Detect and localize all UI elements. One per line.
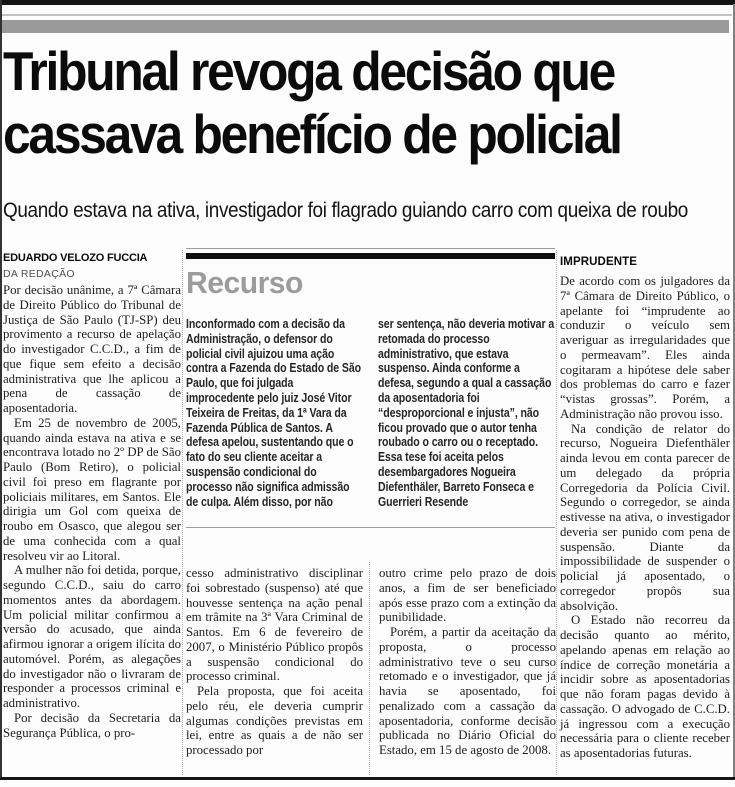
left-page-border bbox=[0, 0, 2, 780]
article-column-4 bbox=[560, 256, 730, 761]
box-column-1 bbox=[186, 317, 364, 509]
byline bbox=[3, 252, 180, 280]
box-column-2-text: ser sentença, não deveria motivar a retomada do processo administrativo, que estava suspenso. Ainda conforme a defesa, segundo a qual a cassação da aposentadoria foi “desproporcional e injusta”, não ficou provado que o autor tenha roubado o carro ou o receptado. Essa tese foi aceita pelos desembargadores Nogueira Diefenthäler, Barreto Fonseca e Guerrieri Resende bbox=[378, 317, 555, 509]
gray-band-rule bbox=[2, 20, 729, 33]
article-continuation bbox=[186, 566, 556, 758]
bottom-border-rule bbox=[0, 777, 735, 780]
article-column-2 bbox=[186, 566, 363, 758]
box-column-2 bbox=[378, 317, 556, 509]
byline-author: EDUARDO VELOZO FUCCIA bbox=[3, 252, 148, 264]
column-separator-2 bbox=[369, 562, 370, 775]
subheadline bbox=[3, 197, 733, 223]
paragraph: Por decisão unânime, a 7ª Câmara de Direito Público do Tribunal de Justiça de São Paulo (TJ-SP) deu provimento a recurso de apelação do investigador C.C.D., a fim de que fique sem efeito a decisão administrativa que lhe aplicou a pena de cassação de aposentadoria. bbox=[3, 283, 181, 415]
headline-line-1: Tribunal revoga decisão que bbox=[3, 40, 615, 102]
box-top-hairline bbox=[186, 248, 555, 249]
box-column-1-text: Inconformado com a decisão da Administração, o defensor do policial civil ajuizou uma ação contra a Fazenda do Estado de São Paulo, que foi julgada improcedente pelo juiz José Vitor Teixeira de Freitas, da 1ª Vara da Fazenda Pública de Santos. A defesa apelou, sustentando que o fato do seu cliente aceitar a suspensão condicional do processo não significa admissão de culpa. Além disso, por não bbox=[186, 317, 362, 509]
box-black-bar bbox=[186, 253, 555, 259]
paragraph: cesso administrativo disciplinar foi sobrestado (suspenso) até que houvesse sentença na ação penal em trâmite na 3ª Vara Criminal de Santos. Em 6 de fevereiro de 2007, o Ministério Público propôs a suspensão condicional do processo criminal. bbox=[186, 566, 363, 684]
paragraph: De acordo com os julgadores da 7ª Câmara de Direito Público, o apelante foi “imprudente ao conduzir o veículo sem averiguar as irregularidades que o permeavam”. Eles ainda cogitaram a hipótese dele saber dos problemas do carro e fazer “vistas grossas”. Porém, a Administração não provou isso. bbox=[560, 274, 730, 421]
top-border-bar bbox=[0, 0, 735, 5]
article-column-3 bbox=[379, 566, 556, 758]
paragraph: Em 25 de novembro de 2005, quando ainda estava na ativa e se encontrava lotado no 2º DP de São Paulo (Bom Retiro), o policial civil foi preso em flagrante por policiais militares, em Santos. Ele dirigia um Gol com queixa de roubo em Osasco, que alegou ser de uma conhecida com a qual resolveu vir ao Litoral. bbox=[3, 415, 181, 563]
article-column-1 bbox=[3, 283, 181, 740]
section-kicker: IMPRUDENTE bbox=[560, 256, 638, 268]
paragraph: A mulher não foi detida, porque, segundo C.C.D., saiu do carro momentos antes da abordagem. Um policial militar confirmou a versão do acusado, que ainda afirmou ignorar a origem ilícita do automóvel. Porém, as alegações do investigador não o livraram de responder a processos criminal e administrativo. bbox=[3, 563, 181, 710]
paragraph: Por decisão da Secretaria da Segurança Pública, o pro- bbox=[3, 710, 181, 740]
paragraph: Porém, a partir da aceitação da proposta, o processo administrativo teve o seu curso retomado e o investigador, que já havia se aposentado, foi penalizado com a cassação da aposentadoria, conforme decisão publicada no Diário Oficial do Estado, em 15 de agosto de 2008. bbox=[379, 625, 556, 757]
headline bbox=[3, 40, 733, 166]
recurso-sidebar-box bbox=[186, 248, 555, 529]
paragraph: outro crime pelo prazo de dois anos, a fim de ser beneficiado após esse prazo com a extinção da punibilidade. bbox=[379, 566, 556, 625]
column-separator-1 bbox=[182, 250, 183, 775]
paragraph: Pela proposta, que foi aceita pelo réu, ele deveria cumprir algumas condições previstas em lei, entre as quais a de não ser processado por bbox=[186, 684, 363, 757]
byline-credit: DA REDAÇÃO bbox=[3, 268, 75, 280]
column-separator-3 bbox=[556, 250, 557, 775]
box-title bbox=[186, 266, 555, 300]
box-title-text: Recurso bbox=[186, 265, 303, 300]
box-bottom-hairline bbox=[186, 527, 555, 528]
headline-lines bbox=[3, 40, 732, 166]
box-columns bbox=[186, 317, 555, 509]
paragraph: Na condição de relator do recurso, Nogueira Diefenthäler ainda levou em conta parecer de um delegado da própria Corregedoria da Polícia Civil. Segundo o corregedor, se ainda estivesse na ativa, o investigador deveria ser punido com pena de suspensão. Diante da impossibilidade de suspender o policial já aposentado, o corregedor propôs sua absolvição. bbox=[560, 421, 730, 613]
subheadline-text: Quando estava na ativa, investigador foi flagrado guiando carro com queixa de roubo bbox=[3, 198, 688, 222]
paragraph: O Estado não recorreu da decisão quanto ao mérito, apelando apenas em relação ao índice de correção monetária a incidir sobre as aposentadorias que não foram pagas devido à cassação. O advogado de C.C.D. já ingressou com a execução necessária para o cliente receber as aposentadorias futuras. bbox=[560, 613, 730, 760]
top-hairline-rule bbox=[2, 14, 732, 16]
headline-line-2: cassava benefício de policial bbox=[3, 103, 621, 165]
